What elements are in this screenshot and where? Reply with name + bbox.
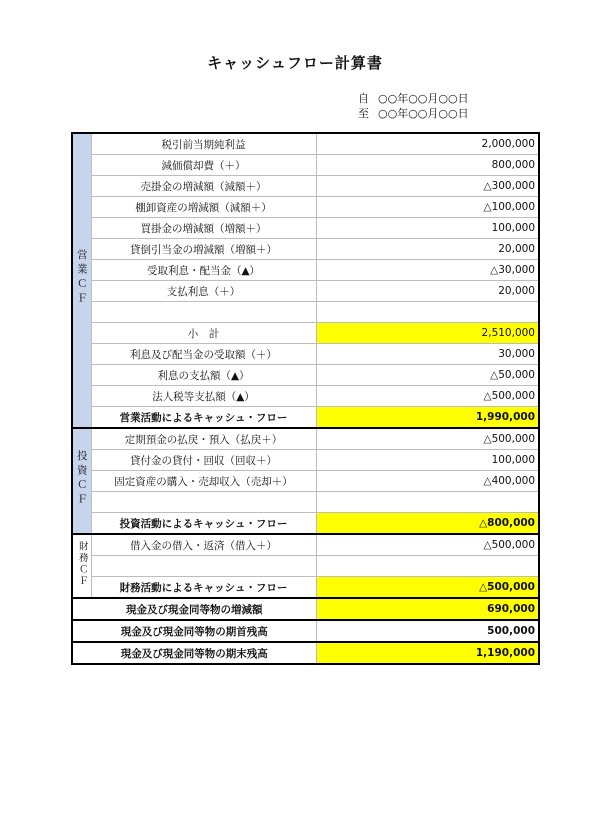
item-label: 支払利息（＋） bbox=[91, 281, 316, 302]
item-label: 貸付金の貸付・回収（回収＋） bbox=[91, 450, 316, 471]
table-row bbox=[72, 218, 539, 239]
total-value: 1,190,000 bbox=[316, 642, 539, 664]
item-value: △50,000 bbox=[316, 365, 539, 386]
item-label: 借入金の借入・返済（借入＋） bbox=[91, 534, 316, 556]
table-row bbox=[72, 365, 539, 386]
investing-total-row bbox=[72, 513, 539, 535]
table-row bbox=[72, 176, 539, 197]
period-from-label: 自 bbox=[358, 92, 369, 105]
period-to bbox=[358, 105, 469, 121]
section-label-investing: 投資ＣＦ bbox=[72, 428, 91, 534]
total-row-opening bbox=[72, 620, 539, 642]
table-row bbox=[72, 428, 539, 450]
total-label: 現金及び現金同等物の増減額 bbox=[72, 598, 316, 620]
table-row bbox=[72, 556, 539, 577]
subtotal-value: 2,510,000 bbox=[316, 323, 539, 344]
period-to-value: ○○年○○月○○日 bbox=[378, 107, 469, 120]
subtotal-label: 小 計 bbox=[91, 323, 316, 344]
item-label: 法人税等支払額（▲） bbox=[91, 386, 316, 407]
item-label: 棚卸資産の増減額（減額＋） bbox=[91, 197, 316, 218]
table-row bbox=[72, 450, 539, 471]
item-value: 100,000 bbox=[316, 218, 539, 239]
total-label: 現金及び現金同等物の期末残高 bbox=[72, 642, 316, 664]
total-value: 690,000 bbox=[316, 598, 539, 620]
section-label-operating: 営業ＣＦ bbox=[72, 133, 91, 428]
table-row bbox=[72, 302, 539, 323]
table-row bbox=[72, 133, 539, 155]
table-row bbox=[72, 344, 539, 365]
item-label bbox=[91, 492, 316, 513]
item-value: 30,000 bbox=[316, 344, 539, 365]
item-value: △500,000 bbox=[316, 386, 539, 407]
table-row bbox=[72, 386, 539, 407]
table-row bbox=[72, 281, 539, 302]
table-row bbox=[72, 260, 539, 281]
item-label: 定期預金の払戻・預入（払戻＋） bbox=[91, 428, 316, 450]
item-value bbox=[316, 492, 539, 513]
item-value: 2,000,000 bbox=[316, 133, 539, 155]
cashflow-table bbox=[71, 132, 540, 665]
operating-total-row bbox=[72, 407, 539, 429]
investing-total-value: △800,000 bbox=[316, 513, 539, 535]
financing-total-label: 財務活動によるキャッシュ・フロー bbox=[91, 577, 316, 599]
item-value: △300,000 bbox=[316, 176, 539, 197]
item-value: 20,000 bbox=[316, 281, 539, 302]
item-value: 800,000 bbox=[316, 155, 539, 176]
investing-total-label: 投資活動によるキャッシュ・フロー bbox=[91, 513, 316, 535]
item-value: △100,000 bbox=[316, 197, 539, 218]
table-row bbox=[72, 492, 539, 513]
item-value: △400,000 bbox=[316, 471, 539, 492]
financing-total-row bbox=[72, 577, 539, 599]
item-value: △500,000 bbox=[316, 428, 539, 450]
item-value: 20,000 bbox=[316, 239, 539, 260]
item-label: 税引前当期純利益 bbox=[91, 133, 316, 155]
period-from bbox=[358, 90, 469, 106]
table-row bbox=[72, 239, 539, 260]
total-value: 500,000 bbox=[316, 620, 539, 642]
operating-total-label: 営業活動によるキャッシュ・フロー bbox=[91, 407, 316, 429]
total-label: 現金及び現金同等物の期首残高 bbox=[72, 620, 316, 642]
financing-total-value: △500,000 bbox=[316, 577, 539, 599]
item-value: △500,000 bbox=[316, 534, 539, 556]
item-label: 売掛金の増減額（減額＋） bbox=[91, 176, 316, 197]
item-value bbox=[316, 302, 539, 323]
item-label bbox=[91, 556, 316, 577]
document-title: キャッシュフロー計算書 bbox=[207, 54, 383, 72]
period-from-value: ○○年○○月○○日 bbox=[378, 92, 469, 105]
item-label: 買掛金の増減額（増額＋） bbox=[91, 218, 316, 239]
table-row bbox=[72, 155, 539, 176]
item-label: 貸倒引当金の増減額（増額＋） bbox=[91, 239, 316, 260]
item-value: △30,000 bbox=[316, 260, 539, 281]
subtotal-row bbox=[72, 323, 539, 344]
item-label: 減価償却費（＋） bbox=[91, 155, 316, 176]
total-row-change bbox=[72, 598, 539, 620]
item-value bbox=[316, 556, 539, 577]
item-label: 利息の支払額（▲） bbox=[91, 365, 316, 386]
table-row bbox=[72, 534, 539, 556]
period-to-label: 至 bbox=[358, 107, 369, 120]
item-label: 受取利息・配当金（▲） bbox=[91, 260, 316, 281]
item-label: 利息及び配当金の受取額（＋） bbox=[91, 344, 316, 365]
total-row-closing bbox=[72, 642, 539, 664]
operating-total-value: 1,990,000 bbox=[316, 407, 539, 429]
item-label: 固定資産の購入・売却収入（売却＋） bbox=[91, 471, 316, 492]
item-label bbox=[91, 302, 316, 323]
table-row bbox=[72, 471, 539, 492]
item-value: 100,000 bbox=[316, 450, 539, 471]
section-label-financing: 財務ＣＦ bbox=[72, 534, 91, 598]
table-row bbox=[72, 197, 539, 218]
